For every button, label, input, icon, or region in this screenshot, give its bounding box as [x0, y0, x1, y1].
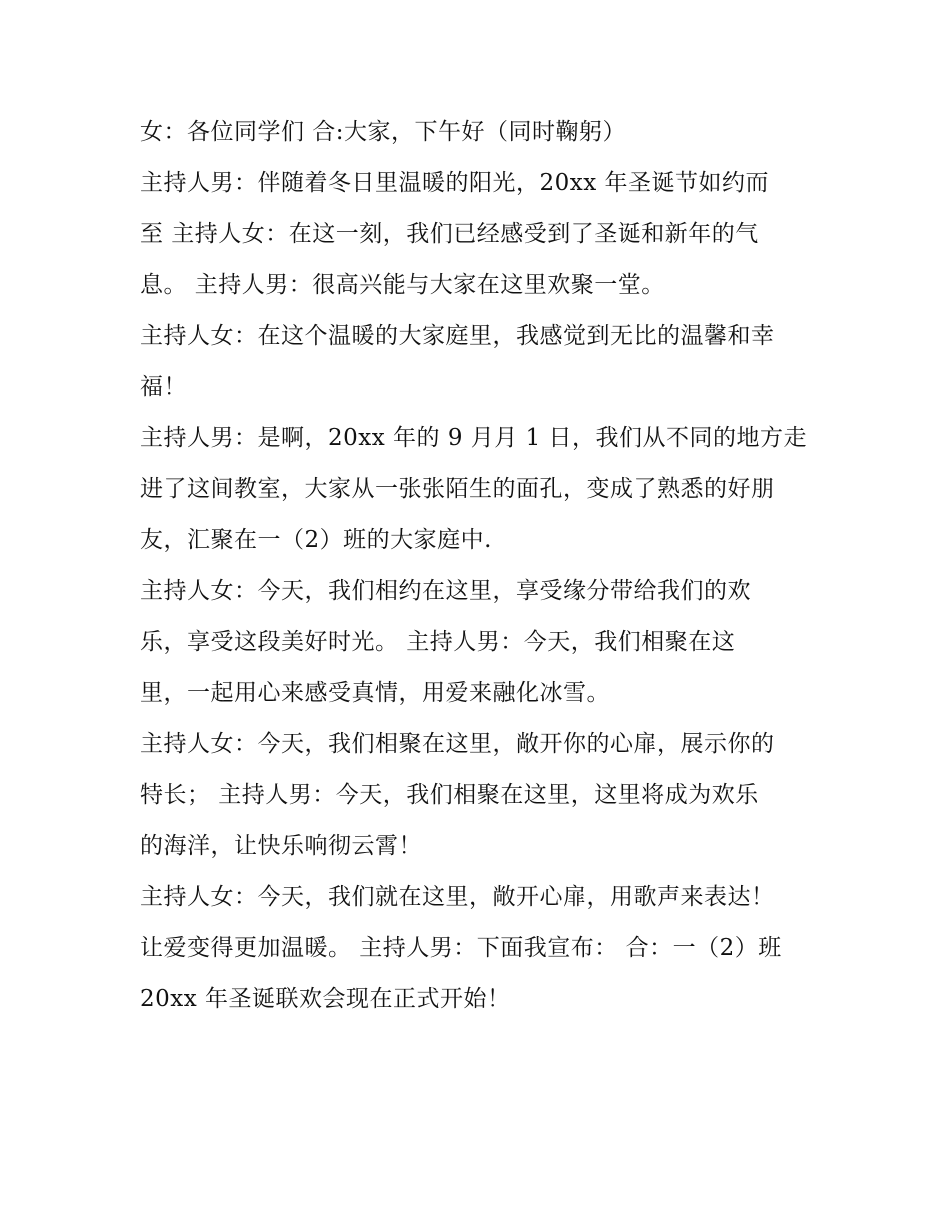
text-line: 让爱变得更加温暖。 主持人男：下面我宣布： 合：一（2）班: [140, 935, 782, 961]
text-line: 主持人女：今天，我们就在这里，敞开心扉，用歌声来表达！: [140, 884, 775, 910]
text-line: 的海洋，让快乐响彻云霄！: [140, 833, 422, 859]
text-line: 主持人女：今天，我们相约在这里，享受缘分带给我们的欢: [140, 578, 751, 604]
text-line: 20xx 年圣诞联欢会现在正式开始！: [140, 986, 511, 1012]
text-line: 特长； 主持人男：今天，我们相聚在这里，这里将成为欢乐: [140, 782, 759, 808]
text-line: 主持人女：在这个温暖的大家庭里，我感觉到无比的温馨和幸: [140, 323, 775, 349]
text-line: 友，汇聚在一（2）班的大家庭中.: [140, 527, 492, 553]
text-line: 福！: [140, 374, 187, 400]
text-line: 主持人男：伴随着冬日里温暖的阳光，20xx 年圣诞节如约而: [140, 170, 770, 196]
document-body: [140, 107, 840, 1025]
text-line: 主持人男：是啊，20xx 年的 9 月月 1 日，我们从不同的地方走: [140, 425, 808, 451]
text-line: 主持人女：今天，我们相聚在这里，敞开你的心扉，展示你的: [140, 731, 775, 757]
text-line: 息。 主持人男：很高兴能与大家在这里欢聚一堂。: [140, 272, 665, 298]
text-line: 进了这间教室，大家从一张张陌生的面孔，变成了熟悉的好朋: [140, 476, 775, 502]
text-line: 里，一起用心来感受真情，用爱来融化冰雪。: [140, 680, 610, 706]
text-line: 至 主持人女：在这一刻，我们已经感受到了圣诞和新年的气: [140, 221, 759, 247]
text-line: 女：各位同学们 合:大家，下午好（同时鞠躬）: [140, 119, 627, 145]
text-line: 乐，享受这段美好时光。 主持人男：今天，我们相聚在这: [140, 629, 736, 655]
